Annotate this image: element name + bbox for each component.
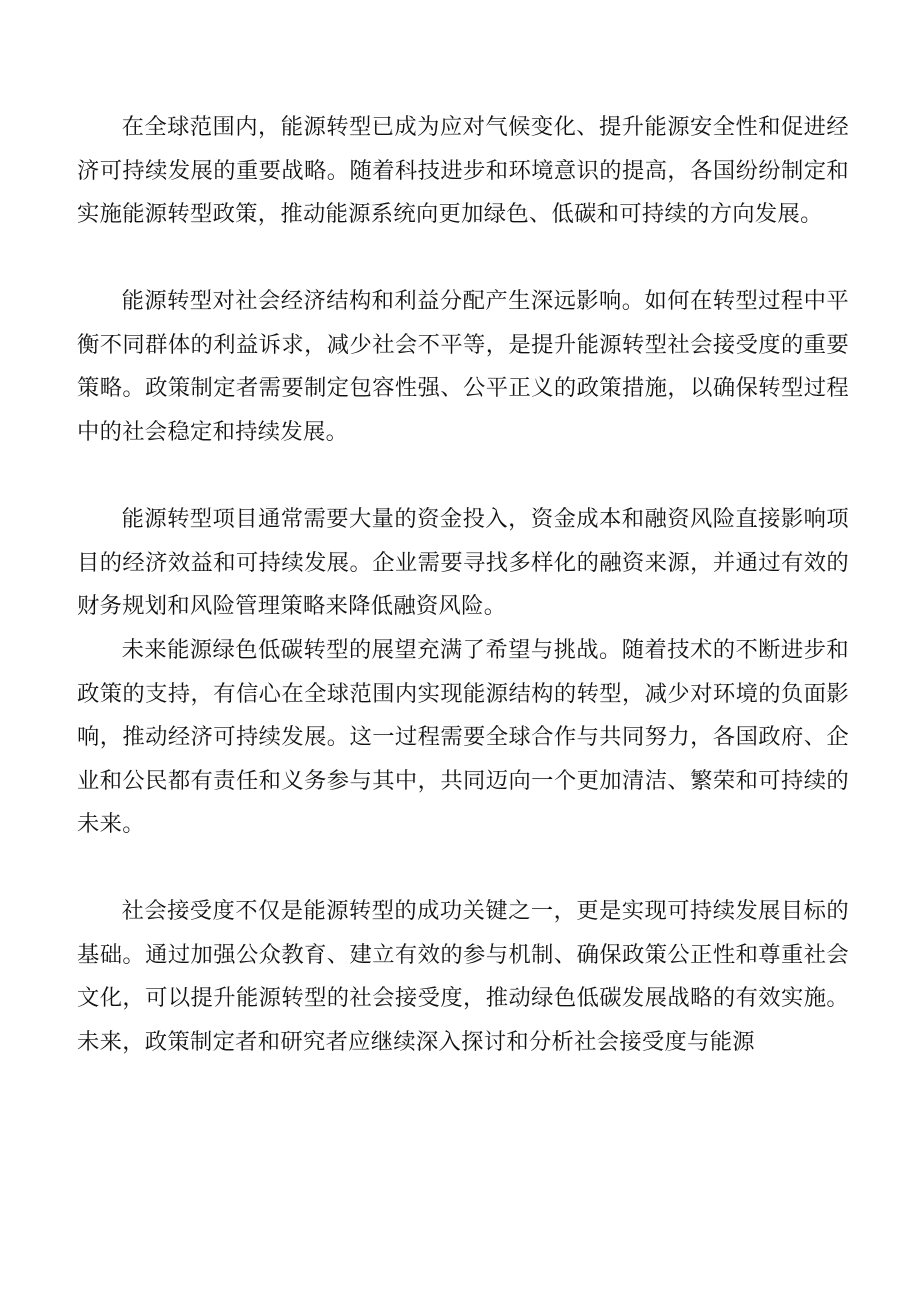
paragraph-future-outlook: 未来能源绿色低碳转型的展望充满了希望与挑战。随着技术的不断进步和政策的支持，有信心在全球范围内实现能源结构的转型，减少对环境的负面影响，推动经济可持续发展。这一过程需要全球合作与共同努力，各国政府、企业和公民都有责任和义务参与其中，共同迈向一个更加清洁、繁荣和可持续的未来。 [77, 637, 849, 838]
paragraph-financing: 能源转型项目通常需要大量的资金投入，资金成本和融资风险直接影响项目的经济效益和可持续发展。企业需要寻找多样化的融资来源，并通过有效的财务规划和风险管理策略来降低融资风险。 [77, 506, 849, 620]
paragraph-social-acceptance: 社会接受度不仅是能源转型的成功关键之一，更是实现可持续发展目标的基础。通过加强公众教育、建立有效的参与机制、确保政策公正性和尊重社会文化，可以提升能源转型的社会接受度，推动绿色低碳发展战略的有效实施。未来，政策制定者和研究者应继续深入探讨和分析社会接受度与能源 [77, 898, 849, 1055]
paragraph-social-impact: 能源转型对社会经济结构和利益分配产生深远影响。如何在转型过程中平衡不同群体的利益诉求，减少社会不平等，是提升能源转型社会接受度的重要策略。政策制定者需要制定包容性强、公平正义的政策措施，以确保转型过程中的社会稳定和持续发展。 [77, 288, 849, 445]
paragraph-global-energy-transition: 在全球范围内，能源转型已成为应对气候变化、提升能源安全性和促进经济可持续发展的重要战略。随着科技进步和环境意识的提高，各国纷纷制定和实施能源转型政策，推动能源系统向更加绿色、低碳和可持续的方向发展。 [77, 114, 849, 228]
